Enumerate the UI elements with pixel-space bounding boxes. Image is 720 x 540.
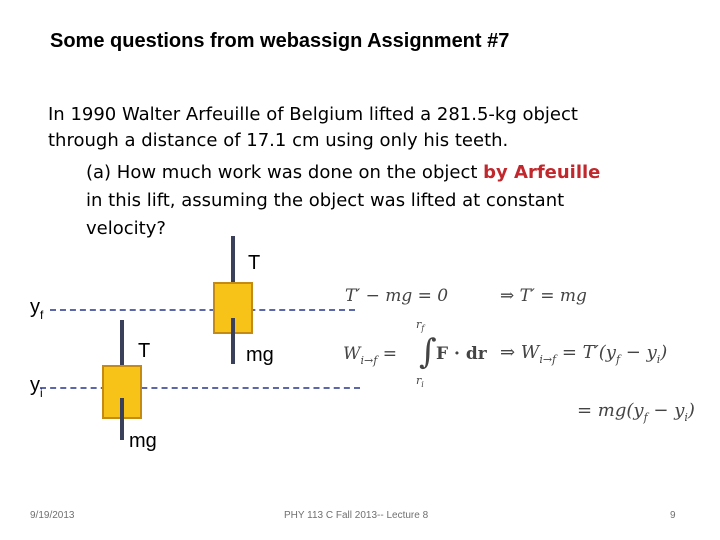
upper-tension-label: T [248, 252, 261, 274]
eq3-yi-sub: i [684, 411, 688, 424]
lower-limit-sub: i [421, 380, 424, 389]
yf-sub: f [615, 353, 621, 366]
equation-1-right: ⇒ T′ = mg [500, 286, 587, 306]
work-subscript: i→f [360, 354, 378, 367]
implies-work-sub: i→f [539, 353, 557, 366]
equation-2-right [500, 342, 668, 366]
part-a-text: (a) How much work was done on the object [86, 162, 484, 183]
yi-sub: i [656, 353, 661, 366]
integral-sign: ∫ [419, 332, 437, 372]
upper-limit-letter: r [416, 318, 422, 331]
y-initial-letter: y [30, 374, 40, 396]
integrand: F · dr [436, 344, 487, 364]
footer-date: 9/19/2013 [30, 510, 75, 521]
integral-upper-limit [416, 318, 424, 331]
tension-times: = T′(y [561, 342, 616, 363]
y-initial-line [40, 387, 360, 389]
y-final-label [30, 296, 44, 322]
lower-weight-label: mg [129, 430, 157, 452]
y-final-sub: f [40, 308, 44, 322]
part-a-highlight: by Arfeuille [483, 162, 601, 183]
equation-3 [577, 400, 695, 424]
y-final-letter: y [30, 296, 40, 318]
work-symbol: W [343, 344, 361, 364]
eq3-minus-yi: − y [653, 400, 685, 421]
slide-title: Some questions from webassign Assignment #7 [50, 30, 510, 52]
equals-sign: = [382, 344, 397, 364]
mg-times: = mg(y [577, 400, 644, 421]
upper-weight-rope [231, 318, 235, 364]
implies-work: ⇒ W [500, 342, 540, 363]
footer-page-number: 9 [670, 510, 676, 521]
footer-course: PHY 113 C Fall 2013-- Lecture 8 [284, 510, 429, 521]
y-initial-label [30, 374, 43, 400]
close-paren: ) [660, 342, 668, 363]
problem-line-1: In 1990 Walter Arfeuille of Belgium lifted a 281.5-kg object [48, 104, 578, 125]
integral-lower-limit [416, 374, 424, 387]
eq3-yf-sub: f [643, 411, 648, 424]
equation-1-left: T′ − mg = 0 [345, 286, 449, 306]
lower-tension-label: T [138, 340, 151, 362]
minus-yi: − y [625, 342, 657, 363]
problem-line-2: through a distance of 17.1 cm using only his teeth. [48, 130, 509, 151]
part-a-line-1 [86, 160, 600, 186]
part-a-line-3: velocity? [86, 218, 166, 239]
equation-2-left [343, 344, 397, 367]
lower-limit-letter: r [416, 374, 422, 387]
y-initial-sub: i [40, 386, 43, 400]
upper-limit-sub: f [421, 324, 425, 333]
lower-tension-rope [120, 320, 124, 368]
lower-weight-rope [120, 398, 124, 440]
part-a-line-2: in this lift, assuming the object was lifted at constant [86, 190, 565, 211]
eq3-close-paren: ) [687, 400, 695, 421]
upper-weight-label: mg [246, 344, 274, 366]
upper-tension-rope [231, 236, 235, 284]
y-final-line [50, 309, 355, 311]
